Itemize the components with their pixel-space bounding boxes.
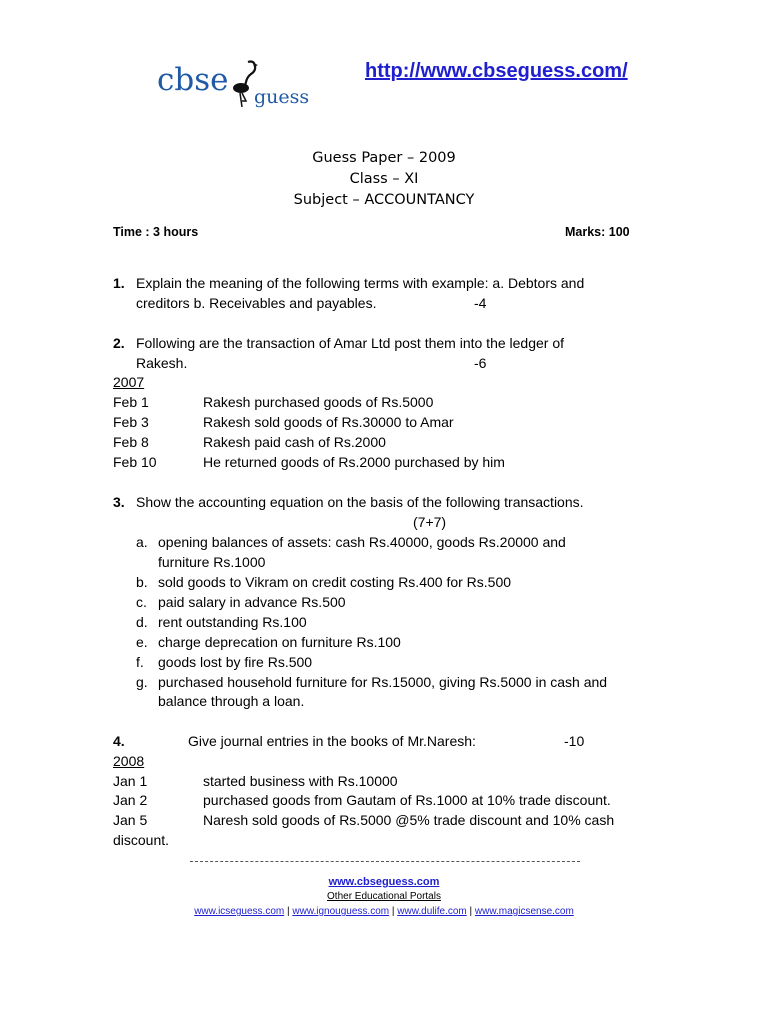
question-marks: -10 <box>564 733 585 749</box>
entry-date: Feb 8 <box>113 434 149 450</box>
entry-text: discount. <box>113 832 170 848</box>
site-url-link[interactable]: http://www.cbseguess.com/ <box>365 60 628 82</box>
entry-date: Feb 10 <box>113 454 157 470</box>
entry-text: Naresh sold goods of Rs.5000 @5% trade discount and 10% cash <box>203 812 615 828</box>
year-heading: 2007 <box>113 374 145 390</box>
portal-link-dulife[interactable]: www.dulife.com <box>397 906 467 917</box>
logo-text: cbse <box>157 62 229 98</box>
portal-link-icseguess[interactable]: www.icseguess.com <box>194 906 285 917</box>
portal-link-ignouguess[interactable]: www.ignouguess.com <box>292 906 390 917</box>
entry-date: Jan 1 <box>113 773 148 789</box>
item-text: paid salary in advance Rs.500 <box>158 594 346 610</box>
item-letter: b. <box>136 574 148 590</box>
question-marks: -4 <box>474 295 487 311</box>
item-text: goods lost by fire Rs.500 <box>158 654 313 670</box>
question-number: 4. <box>113 733 125 749</box>
entry-text: He returned goods of Rs.2000 purchased by him <box>203 454 505 470</box>
item-text: furniture Rs.1000 <box>158 554 266 570</box>
item-letter: e. <box>136 634 148 650</box>
entry-text: Rakesh sold goods of Rs.30000 to Amar <box>203 414 454 430</box>
entry-text: purchased goods from Gautam of Rs.1000 at 10% trade discount. <box>203 792 611 808</box>
time-label: Time : 3 hours <box>113 225 199 239</box>
question-text: Give journal entries in the books of Mr.Naresh: <box>188 733 476 749</box>
question-text: Following are the transaction of Amar Ltd post them into the ledger of <box>136 335 565 351</box>
entry-text: Rakesh paid cash of Rs.2000 <box>203 434 386 450</box>
item-text: purchased household furniture for Rs.15000, giving Rs.5000 in cash and <box>158 674 608 690</box>
year-heading: 2008 <box>113 753 145 769</box>
paper-title: Guess Paper – 2009 <box>312 150 456 166</box>
logo-subtext: guess <box>254 86 310 108</box>
question-text: Explain the meaning of the following terms with example: a. Debtors and <box>136 275 585 291</box>
question-marks: -6 <box>474 355 487 371</box>
item-letter: d. <box>136 614 148 630</box>
item-text: opening balances of assets: cash Rs.40000, goods Rs.20000 and <box>158 534 566 550</box>
footer-portal-links <box>0 906 768 917</box>
question-text: Show the accounting equation on the basis of the following transactions. <box>136 494 584 510</box>
marks-label: Marks: 100 <box>565 225 630 239</box>
item-letter: c. <box>136 594 147 610</box>
question-text: creditors b. Receivables and payables. <box>136 295 377 311</box>
entry-date: Feb 1 <box>113 394 149 410</box>
item-letter: g. <box>136 674 148 690</box>
question-text: Rakesh. <box>136 355 188 371</box>
footer-site-link[interactable]: www.cbseguess.com <box>328 876 440 888</box>
footer-divider <box>190 861 580 862</box>
question-number: 3. <box>113 494 125 510</box>
link-separator: | <box>284 906 293 917</box>
item-letter: f. <box>136 654 144 670</box>
entry-text: started business with Rs.10000 <box>203 773 398 789</box>
question-number: 2. <box>113 335 125 351</box>
item-text: balance through a loan. <box>158 693 305 709</box>
entry-text: Rakesh purchased goods of Rs.5000 <box>203 394 434 410</box>
item-letter: a. <box>136 534 148 550</box>
item-text: rent outstanding Rs.100 <box>158 614 307 630</box>
link-separator: | <box>389 906 398 917</box>
item-text: charge deprecation on furniture Rs.100 <box>158 634 401 650</box>
link-separator: | <box>466 906 475 917</box>
footer-other-portals: Other Educational Portals <box>327 891 441 902</box>
entry-date: Jan 5 <box>113 812 148 828</box>
entry-date: Feb 3 <box>113 414 149 430</box>
question-number: 1. <box>113 275 125 291</box>
class-title: Class – XI <box>349 171 419 187</box>
subject-title: Subject – ACCOUNTANCY <box>293 192 475 208</box>
entry-date: Jan 2 <box>113 792 148 808</box>
question-marks: (7+7) <box>413 514 447 530</box>
item-text: sold goods to Vikram on credit costing Rs.400 for Rs.500 <box>158 574 512 590</box>
portal-link-magicsense[interactable]: www.magicsense.com <box>474 906 574 917</box>
